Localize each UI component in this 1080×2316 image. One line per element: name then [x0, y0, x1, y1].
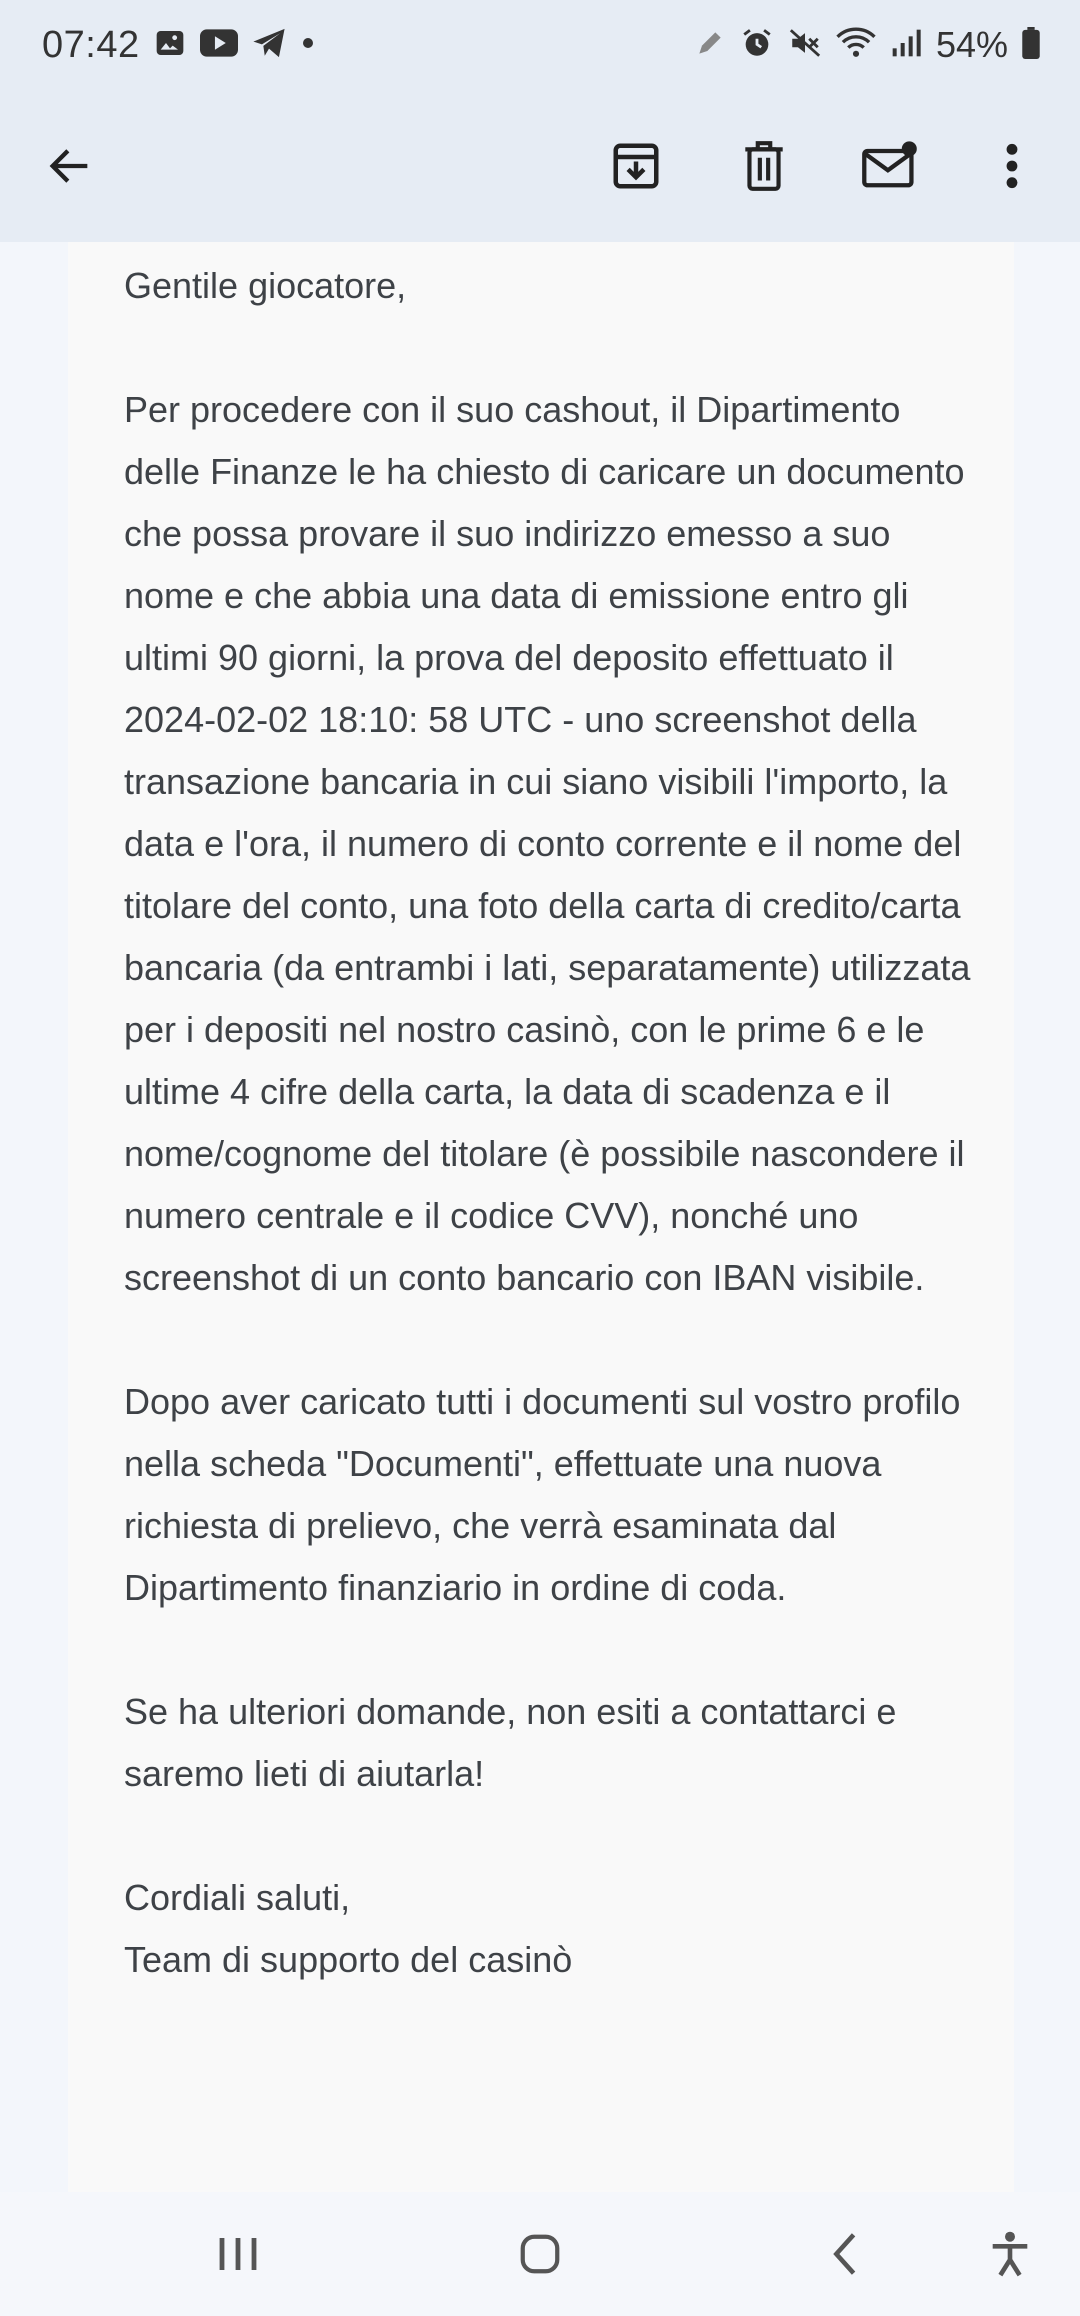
- telegram-icon: [252, 27, 286, 64]
- delete-button[interactable]: [728, 130, 800, 202]
- email-paragraph-3: Se ha ulteriori domande, non esiti a contattarci e saremo lieti di aiutarla!: [124, 1691, 897, 1794]
- email-greeting: Gentile giocatore,: [124, 265, 407, 306]
- email-paragraph-2: Dopo aver caricato tutti i documenti sul vostro profilo nella scheda "Documenti", effettuate una nuova richiesta di prelievo, che verrà esaminata dal Dipartimento finanziario in ordine di coda.: [124, 1381, 961, 1608]
- status-time: 07:42: [42, 23, 140, 66]
- status-bar: [0, 0, 1080, 90]
- alarm-icon: [740, 26, 774, 65]
- recents-icon: [216, 2234, 260, 2274]
- status-right: [694, 24, 1040, 66]
- back-button[interactable]: [34, 130, 106, 202]
- email-body: [124, 255, 974, 1991]
- pen-icon: [694, 27, 726, 64]
- wifi-icon: [836, 26, 876, 65]
- recents-button[interactable]: [200, 2216, 276, 2292]
- mark-unread-icon: [860, 139, 920, 193]
- back-icon: [829, 2231, 859, 2277]
- email-closing: Cordiali saluti,: [124, 1877, 351, 1918]
- accessibility-button[interactable]: [972, 2216, 1048, 2292]
- youtube-icon: [200, 28, 238, 63]
- email-signature: Team di supporto del casinò: [124, 1939, 573, 1980]
- dot-icon: [300, 35, 316, 56]
- more-options-button[interactable]: [976, 130, 1048, 202]
- mute-icon: [788, 26, 822, 65]
- archive-button[interactable]: [600, 130, 672, 202]
- battery-percent: 54%: [935, 24, 1008, 65]
- nav-back-button[interactable]: [806, 2216, 882, 2292]
- email-paragraph-1: Per procedere con il suo cashout, il Dipartimento delle Finanze le ha chiesto di caricare un documento che possa provare il suo indirizzo emesso a suo nome e che abbia una data di emissione entro gli ultimi 90 giorni, la prova del deposito effettuato il 2024-02-02 18:10: 58 UTC - uno screenshot della transazione bancaria in cui siano visibili l'importo, la data e l'ora, il numero di conto corrente e il nome del titolare del conto, una foto della carta di credito/carta bancaria (da entrambi i lati, separatamente) utilizzata per i depositi nel nostro casinò, con le prime 6 e le ultime 4 cifre della carta, la data di scadenza e il nome/cognome del titolare (è possibile nascondere il numero centrale e il codice CVV), nonché uno screenshot di un conto bancario con IBAN visibile.: [124, 389, 971, 1298]
- email-toolbar: [0, 90, 1080, 242]
- delete-icon: [739, 139, 789, 193]
- battery-icon: [1022, 27, 1040, 64]
- mark-unread-button[interactable]: [854, 130, 926, 202]
- accessibility-icon: [988, 2229, 1032, 2279]
- signal-icon: [890, 27, 922, 64]
- home-icon: [517, 2231, 563, 2277]
- status-left: [42, 24, 316, 67]
- more-vert-icon: [1002, 141, 1022, 191]
- system-nav-bar: [0, 2192, 1080, 2316]
- archive-icon: [609, 139, 663, 193]
- home-button[interactable]: [502, 2216, 578, 2292]
- gallery-icon: [154, 27, 186, 64]
- arrow-left-icon: [44, 140, 96, 192]
